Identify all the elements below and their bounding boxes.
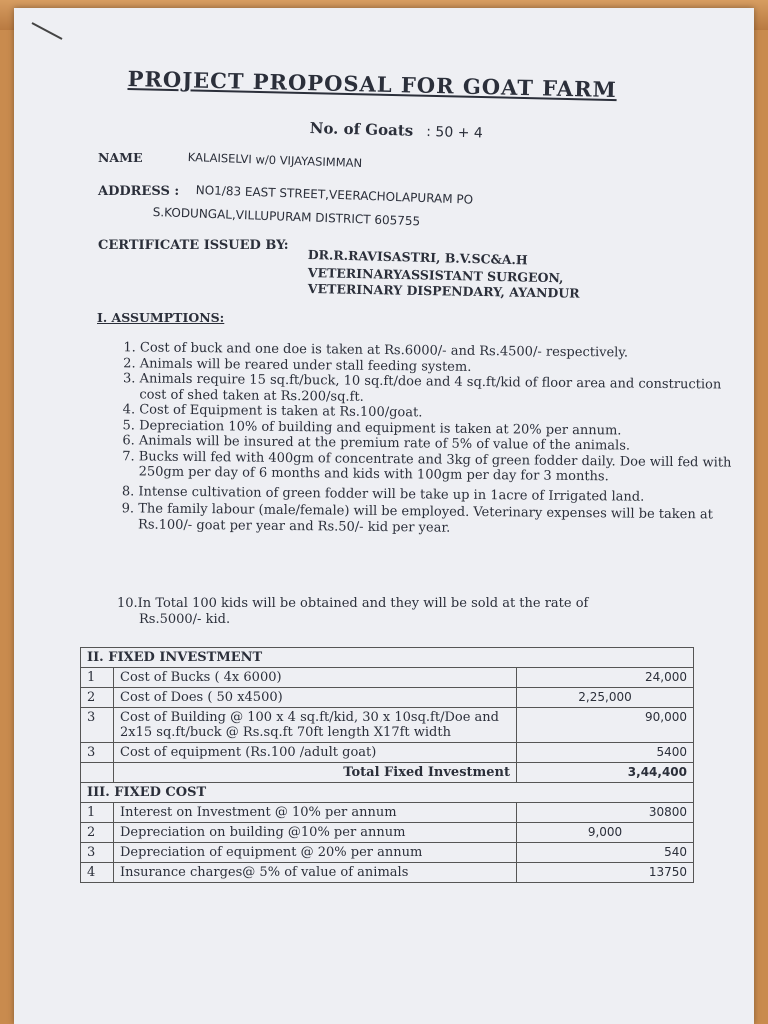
list-item: 9. The family labour (male/female) will be employed. Veterinary expenses will be taken at Rs.100/- goat per year and Rs.50/- kid per year. [138, 501, 748, 538]
table-row [81, 803, 694, 823]
list-item: 6. Animals will be insured at the premium rate of 5% of value of the animals. [139, 433, 749, 455]
table-row [81, 843, 694, 863]
list-item: 3. Animals require 15 sq.ft/buck, 10 sq.ft/doe and 4 sq.ft/kid of floor area and construction cost of shed taken at Rs.200/sq.ft. [139, 371, 749, 408]
address-line1: NO1/83 EAST STREET,VEERACHOLAPURAM PO [195, 183, 474, 207]
row-number: 3 [81, 843, 114, 863]
row-amount: 540 [517, 843, 694, 863]
row-description: Depreciation of equipment @ 20% per annum [114, 843, 517, 863]
goats-value: : 50 + 4 [426, 124, 483, 142]
row-number: 4 [81, 863, 114, 883]
list-item: 8. Intense cultivation of green fodder will be take up in 1acre of Irrigated land. [138, 484, 748, 506]
row-description: Cost of Bucks ( 4x 6000) [114, 668, 517, 688]
certificate-line2: VETERINARYASSISTANT SURGEON, [307, 265, 564, 286]
table-row [81, 863, 694, 883]
row-amount: 30800 [517, 803, 694, 823]
row-number: 1 [81, 803, 114, 823]
table-row [81, 688, 694, 708]
table-row [81, 823, 694, 843]
row-number: 3 [81, 743, 114, 763]
total-row [81, 763, 694, 783]
fixed-investment-heading: II. FIXED INVESTMENT [81, 648, 694, 668]
row-description: Interest on Investment @ 10% per annum [114, 803, 517, 823]
row-number: 1 [81, 668, 114, 688]
assumptions-list [98, 340, 750, 539]
goats-label: No. of Goats [309, 118, 414, 140]
table-row [81, 743, 694, 763]
page-title: PROJECT PROPOSAL FOR GOAT FARM [127, 66, 618, 103]
fixed-cost-heading: III. FIXED COST [81, 783, 694, 803]
row-description: Cost of equipment (Rs.100 /adult goat) [114, 743, 517, 763]
total-label: Total Fixed Investment [114, 763, 517, 783]
list-item: 5. Depreciation 10% of building and equipment is taken at 20% per annum. [139, 418, 749, 440]
list-item: 1. Cost of buck and one doe is taken at Rs.6000/- and Rs.4500/- respectively. [140, 340, 750, 362]
address-line2: S.KODUNGAL,VILLUPURAM DISTRICT 605755 [152, 205, 421, 229]
list-item: 4. Cost of Equipment is taken at Rs.100/goat. [139, 402, 749, 424]
row-number: 2 [81, 823, 114, 843]
row-amount: 2,25,000 [517, 688, 694, 708]
address-label: ADDRESS : [98, 184, 180, 199]
list-item: 7. Bucks will fed with 400gm of concentrate and 3kg of green fodder daily. Doe will fed with 250gm per day of 6 months and kids with 100gm per day for 3 months. [139, 449, 749, 486]
certificate-label: CERTIFICATE ISSUED BY: [98, 238, 289, 253]
certificate-line3: VETERINARY DISPENDARY, AYANDUR [307, 281, 580, 301]
row-amount: 13750 [517, 863, 694, 883]
row-amount: 9,000 [517, 823, 694, 843]
name-label: NAME [98, 150, 143, 165]
row-description: Cost of Building @ 100 x 4 sq.ft/kid, 30 x 10sq.ft/Doe and 2x15 sq.ft/buck @ Rs.sq.ft 70ft length X17ft width [114, 708, 517, 743]
table-row [81, 708, 694, 743]
table-row [81, 668, 694, 688]
certificate-line1: DR.R.RAVISASTRI, B.V.SC&A.H [307, 247, 528, 268]
list-item: 2. Animals will be reared under stall feeding system. [140, 356, 750, 378]
assumption-item-10 [117, 596, 677, 628]
row-amount: 90,000 [517, 708, 694, 743]
row-description: Insurance charges@ 5% of value of animals [114, 863, 517, 883]
row-amount: 5400 [517, 743, 694, 763]
total-blank [81, 763, 114, 783]
row-number: 2 [81, 688, 114, 708]
assumptions-heading: I. ASSUMPTIONS: [97, 310, 225, 325]
item10-line2: Rs.5000/- kid. [139, 612, 231, 627]
item10-line1: 10.In Total 100 kids will be obtained and they will be sold at the rate of [117, 596, 589, 611]
row-description: Depreciation on building @10% per annum [114, 823, 517, 843]
row-description: Cost of Does ( 50 x4500) [114, 688, 517, 708]
fixed-investment-table [80, 647, 694, 883]
total-value: 3,44,400 [517, 763, 694, 783]
name-value: KALAISELVI w/0 VIJAYASIMMAN [187, 150, 363, 171]
row-number: 3 [81, 708, 114, 743]
row-amount: 24,000 [517, 668, 694, 688]
